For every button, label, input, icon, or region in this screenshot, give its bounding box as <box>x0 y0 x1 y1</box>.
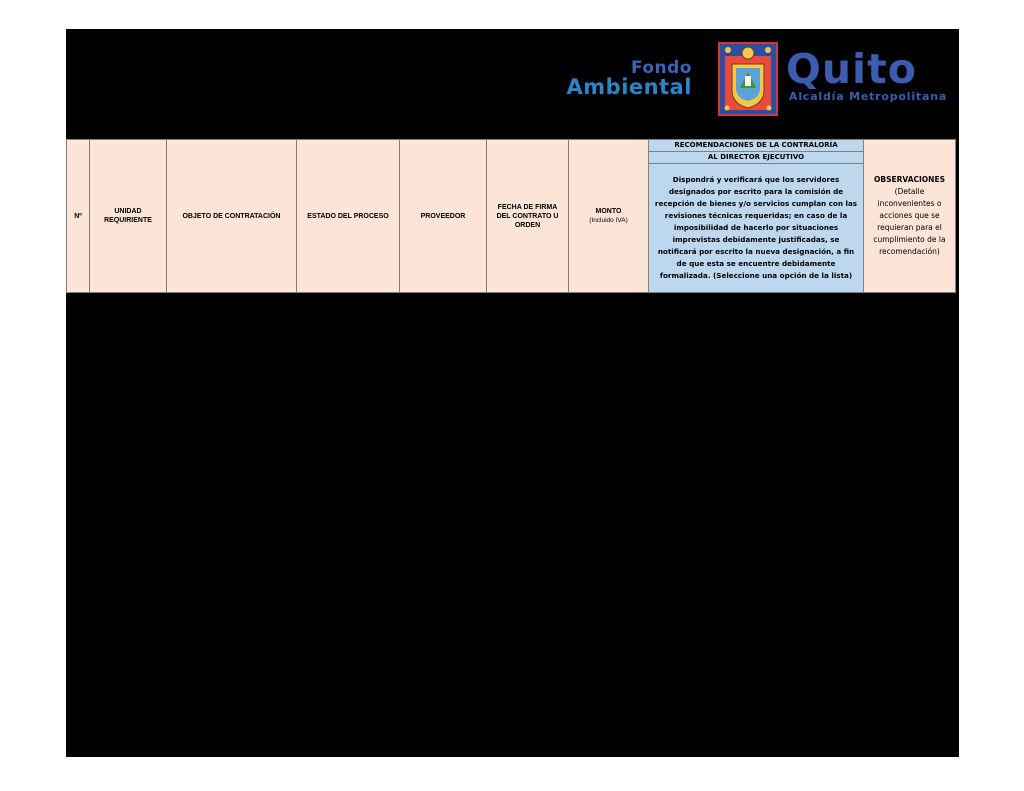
observaciones-label: OBSERVACIONES <box>874 175 945 184</box>
fondo-logo-line1: Fondo <box>630 58 692 78</box>
recommendations-table <box>66 139 956 293</box>
recommendation-text: Dispondrá y verificará que los servidores designados por escrito para la comisión de recepción de bienes y/o servicios cumplan con las revisiones técnicas requeridas; en caso de la imposibilidad de hacerlo por situaciones imprevistas debidamente justificadas, se notificará por escrito la nueva designación, a fin de que esta se encuentre debidamente formalizada. (Seleccione una opción de la lista) <box>648 163 864 293</box>
fondo-logo-line2: Ambiental <box>566 75 692 99</box>
column-header-estado: ESTADO DEL PROCESO <box>296 139 400 293</box>
column-header-observaciones <box>863 139 956 293</box>
fondo-ambiental-logo <box>552 60 692 98</box>
quito-coat-of-arms-icon <box>718 42 778 116</box>
quito-logo-name: Quito <box>786 45 917 93</box>
column-header-objeto: OBJETO DE CONTRATACIÓN <box>166 139 297 293</box>
monto-sublabel: (Incluido IVA) <box>589 217 628 224</box>
quito-logo <box>786 47 956 103</box>
document-page <box>66 29 959 757</box>
column-header-unidad: UNIDAD REQUIRIENTE <box>89 139 167 293</box>
column-header-monto <box>568 139 649 293</box>
column-header-proveedor: PROVEEDOR <box>399 139 487 293</box>
column-header-fecha: FECHA DE FIRMA DEL CONTRATO U ORDEN <box>486 139 569 293</box>
column-header-number: Nº <box>66 139 90 293</box>
observaciones-detail: (Detalle inconvenientes o acciones que se requieran para el cumplimiento de la recomendación) <box>873 187 946 256</box>
quito-logo-subtitle: Alcaldía Metropolitana <box>789 90 948 103</box>
recommendations-subtitle: AL DIRECTOR EJECUTIVO <box>648 151 864 164</box>
recommendations-title: RECOMENDACIONES DE LA CONTRALORÍA <box>648 139 864 152</box>
monto-label: MONTO <box>595 208 622 215</box>
